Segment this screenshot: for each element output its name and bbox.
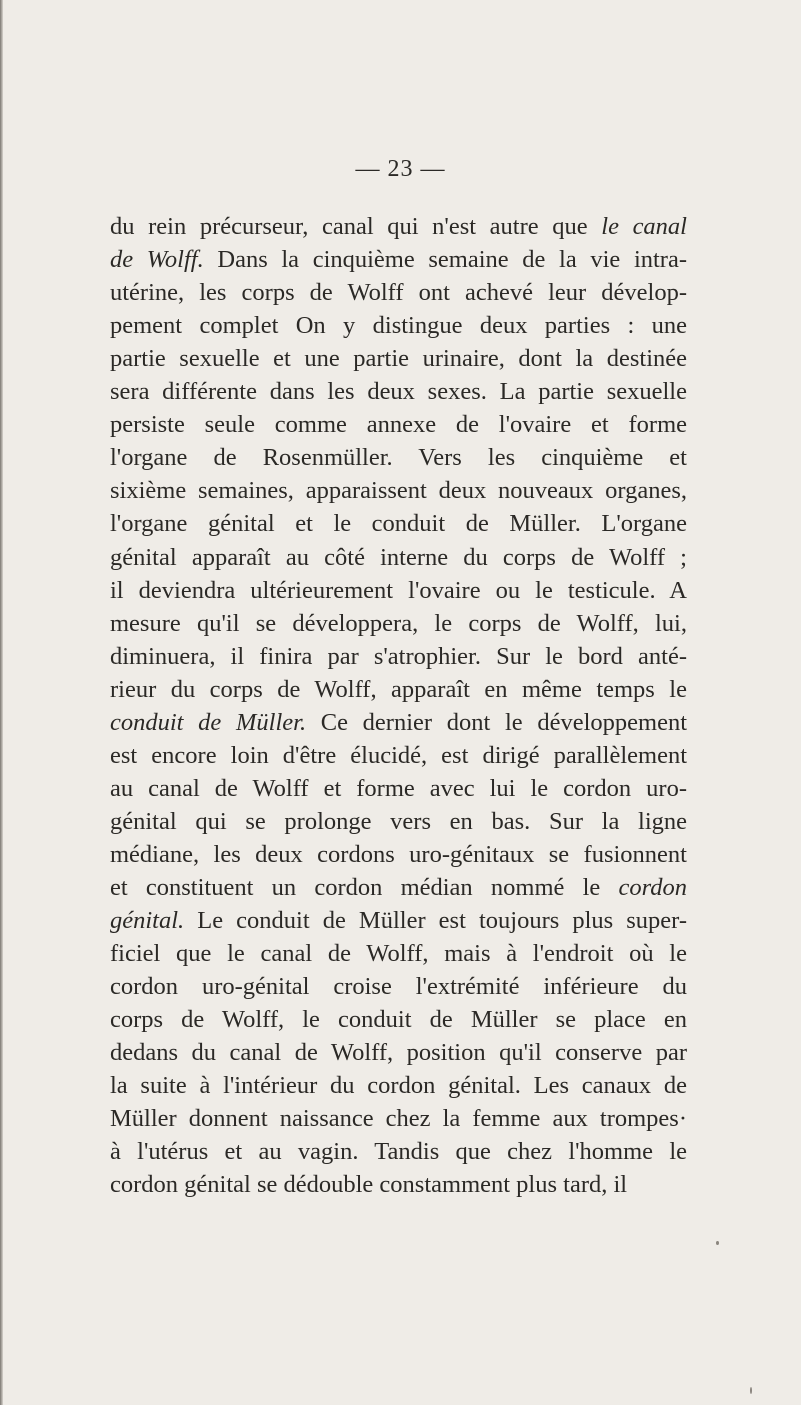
text-line bbox=[110, 542, 687, 574]
text-line bbox=[110, 376, 687, 408]
text-line bbox=[110, 971, 687, 1003]
text-segment: sixième semaines, apparaissent deux nouveaux organes, bbox=[110, 477, 687, 505]
text-line bbox=[110, 244, 687, 276]
text-line bbox=[110, 1070, 687, 1102]
text-segment: rieur du corps de Wolff, apparaît en même temps le bbox=[110, 675, 687, 703]
text-line bbox=[110, 1037, 687, 1069]
text-segment: cordon génital se dédouble constamment plus tard, il bbox=[110, 1171, 628, 1199]
text-segment: il deviendra ultérieurement l'ovaire ou le testicule. A bbox=[110, 576, 687, 604]
text-segment: cordon uro-génital croise l'extrémité inférieure du bbox=[110, 973, 687, 1001]
text-segment: génital apparaît au côté interne du corps de Wolff ; bbox=[110, 543, 687, 571]
text-line bbox=[110, 608, 687, 640]
text-line bbox=[110, 773, 687, 805]
text-line bbox=[110, 409, 687, 441]
text-line bbox=[110, 806, 687, 838]
text-line bbox=[110, 575, 687, 607]
text-segment: la suite à l'intérieur du cordon génital. Les canaux de bbox=[110, 1072, 687, 1100]
text-line bbox=[110, 938, 687, 970]
text-segment: l'organe génital et le conduit de Müller. L'organe bbox=[110, 510, 687, 538]
text-segment: génital qui se prolonge vers en bas. Sur la ligne bbox=[110, 807, 687, 835]
text-segment: pement complet On y distingue deux parties : une bbox=[110, 312, 687, 340]
text-segment: est encore loin d'être élucidé, est dirigé parallèlement bbox=[110, 741, 687, 769]
text-line bbox=[110, 1103, 687, 1135]
text-line bbox=[110, 707, 687, 739]
page-number: — 23 — bbox=[355, 156, 446, 182]
text-segment: sera différente dans les deux sexes. La partie sexuelle bbox=[110, 378, 687, 406]
text-line bbox=[110, 277, 687, 309]
text-line bbox=[110, 475, 687, 507]
italic-segment: conduit de Müller. bbox=[110, 708, 307, 736]
text-segment: médiane, les deux cordons uro-génitaux se fusionnent bbox=[110, 840, 687, 868]
text-segment: Dans la cinquième semaine de la vie intra- bbox=[203, 246, 687, 274]
text-segment: du rein précurseur, canal qui n'est autre que bbox=[110, 213, 602, 240]
text-line bbox=[110, 1004, 687, 1036]
text-segment: ficiel que le canal de Wolff, mais à l'endroit où le bbox=[110, 940, 687, 968]
text-line bbox=[110, 872, 687, 904]
text-line bbox=[110, 674, 687, 706]
text-segment: utérine, les corps de Wolff ont achevé leur dévelop- bbox=[110, 279, 687, 307]
speck bbox=[750, 1387, 752, 1394]
text-line bbox=[110, 641, 687, 673]
italic-segment: le canal bbox=[601, 213, 687, 240]
text-line bbox=[110, 211, 687, 243]
text-segment: Müller donnent naissance chez la femme aux trompes· bbox=[110, 1105, 687, 1133]
text-segment: Ce dernier dont le développement bbox=[306, 708, 687, 736]
text-line bbox=[110, 1169, 687, 1201]
text-line bbox=[110, 508, 687, 540]
italic-segment: génital. bbox=[110, 907, 185, 935]
text-segment: mesure qu'il se développera, le corps de Wolff, lui, bbox=[110, 609, 687, 637]
text-line bbox=[110, 1136, 687, 1168]
text-segment: persiste seule comme annexe de l'ovaire et forme bbox=[110, 411, 687, 439]
text-segment: l'organe de Rosenmüller. Vers les cinquième et bbox=[110, 444, 687, 472]
text-line bbox=[110, 442, 687, 474]
text-segment: diminuera, il finira par s'atrophier. Sur le bord anté- bbox=[110, 642, 687, 670]
text-line bbox=[110, 343, 687, 375]
speck bbox=[716, 1241, 719, 1245]
text-line bbox=[110, 740, 687, 772]
italic-segment: de Wolff. bbox=[110, 246, 204, 274]
italic-segment: cordon bbox=[618, 874, 687, 901]
text-segment: partie sexuelle et une partie urinaire, dont la destinée bbox=[110, 345, 687, 373]
text-segment: dedans du canal de Wolff, position qu'il conserve par bbox=[110, 1039, 687, 1067]
text-line bbox=[110, 905, 687, 937]
text-segment: corps de Wolff, le conduit de Müller se place en bbox=[110, 1006, 687, 1034]
text-line bbox=[110, 310, 687, 342]
text-segment: à l'utérus et au vagin. Tandis que chez l'homme le bbox=[110, 1138, 687, 1166]
text-segment: au canal de Wolff et forme avec lui le cordon uro- bbox=[110, 774, 687, 802]
text-line bbox=[110, 839, 687, 871]
text-segment: et constituent un cordon médian nommé le bbox=[110, 874, 619, 901]
text-segment: Le conduit de Müller est toujours plus super- bbox=[184, 907, 687, 935]
